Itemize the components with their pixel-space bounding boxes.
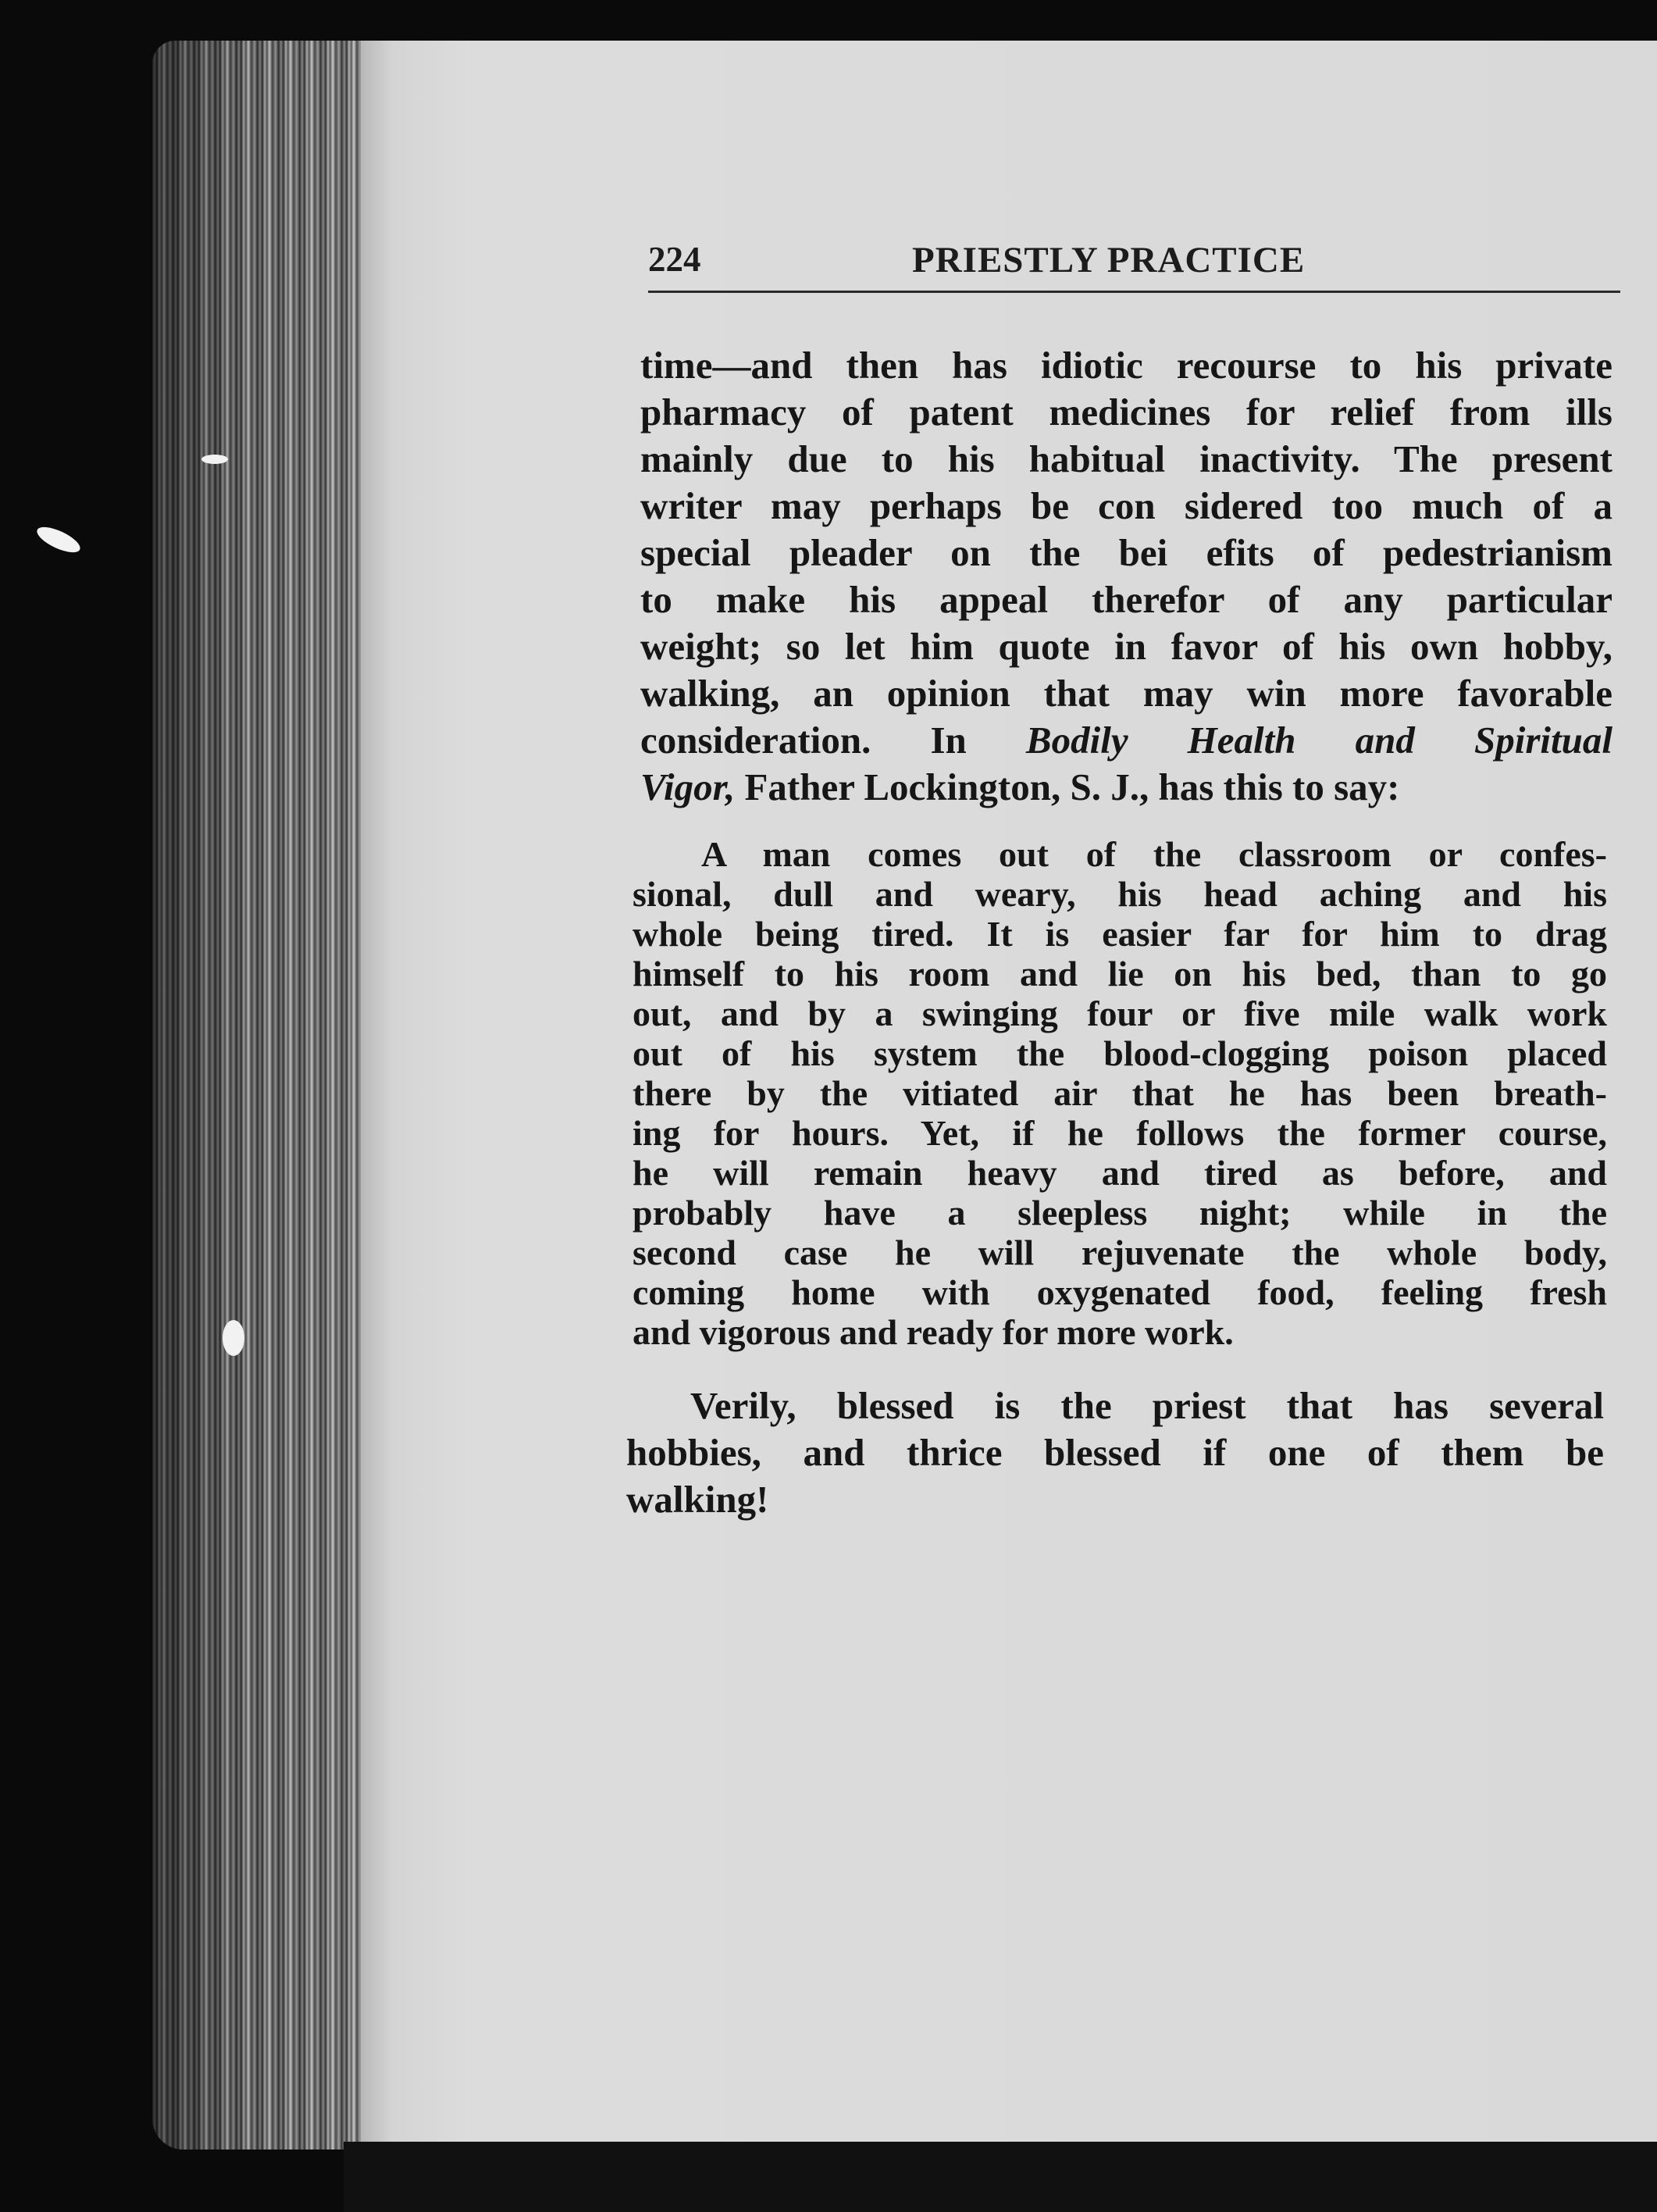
text-line xyxy=(640,717,1612,764)
block-quote xyxy=(633,834,1607,1352)
page-number: 224 xyxy=(648,240,701,279)
quote-line: out of his system the blood-clogging poison placed xyxy=(633,1033,1607,1073)
quote-line: ing for hours. Yet, if he follows the former course, xyxy=(633,1113,1607,1153)
quote-line: there by the vitiated air that he has been breath- xyxy=(633,1073,1607,1113)
text-line: weight; so let him quote in favor of his own hobby, xyxy=(640,625,1612,668)
book-title-italic-end: Vigor, xyxy=(640,765,736,808)
quote-line: himself to his room and lie on his bed, than to go xyxy=(633,954,1607,994)
quote-line: coming home with oxygenated food, feeling fresh xyxy=(633,1272,1607,1312)
book-title-italic: Bodily Health and Spiritual xyxy=(1025,719,1613,762)
text-line: writer may perhaps be con sidered too much of a xyxy=(640,484,1612,527)
quote-line: he will remain heavy and tired as before, and xyxy=(633,1153,1607,1193)
bottom-shadow xyxy=(344,2142,1657,2212)
running-head xyxy=(648,239,1620,293)
scan-speck xyxy=(34,522,84,557)
quote-line: probably have a sleepless night; while in the xyxy=(633,1193,1607,1233)
text-line: walking, an opinion that may win more favorable xyxy=(640,672,1612,715)
scan-speck xyxy=(223,1320,244,1356)
text-line xyxy=(640,764,1612,811)
text-run: consideration. In xyxy=(640,719,1026,762)
text-line: special pleader on the bei efits of pedestrianism xyxy=(640,531,1612,574)
quote-line: out, and by a swinging four or five mile walk work xyxy=(633,994,1607,1033)
paragraph-3 xyxy=(626,1382,1604,1523)
quote-line: second case he will rejuvenate the whole body, xyxy=(633,1233,1607,1272)
text-run: Father Lockington, S. J., has this to say: xyxy=(735,765,1400,808)
text-line: Verily, blessed is the priest that has several xyxy=(690,1384,1604,1427)
text-line: mainly due to his habitual inactivity. The present xyxy=(640,437,1612,480)
paragraph-1 xyxy=(640,342,1612,811)
scan-speck xyxy=(201,455,228,464)
book-page-edges xyxy=(152,41,387,2150)
text-line: pharmacy of patent medicines for relief from ills xyxy=(640,391,1612,433)
quote-line: sional, dull and weary, his head aching and his xyxy=(633,874,1607,914)
quote-line: whole being tired. It is easier far for him to drag xyxy=(633,914,1607,954)
text-line: walking! xyxy=(626,1478,769,1521)
text-line: time—and then has idiotic recourse to his private xyxy=(640,344,1612,387)
quote-line: A man comes out of the classroom or confes- xyxy=(701,834,1607,874)
running-title: PRIESTLY PRACTICE xyxy=(912,240,1306,280)
text-line: hobbies, and thrice blessed if one of them be xyxy=(626,1431,1604,1474)
quote-line: and vigorous and ready for more work. xyxy=(633,1312,1234,1352)
text-line: to make his appeal therefor of any particular xyxy=(640,578,1612,621)
